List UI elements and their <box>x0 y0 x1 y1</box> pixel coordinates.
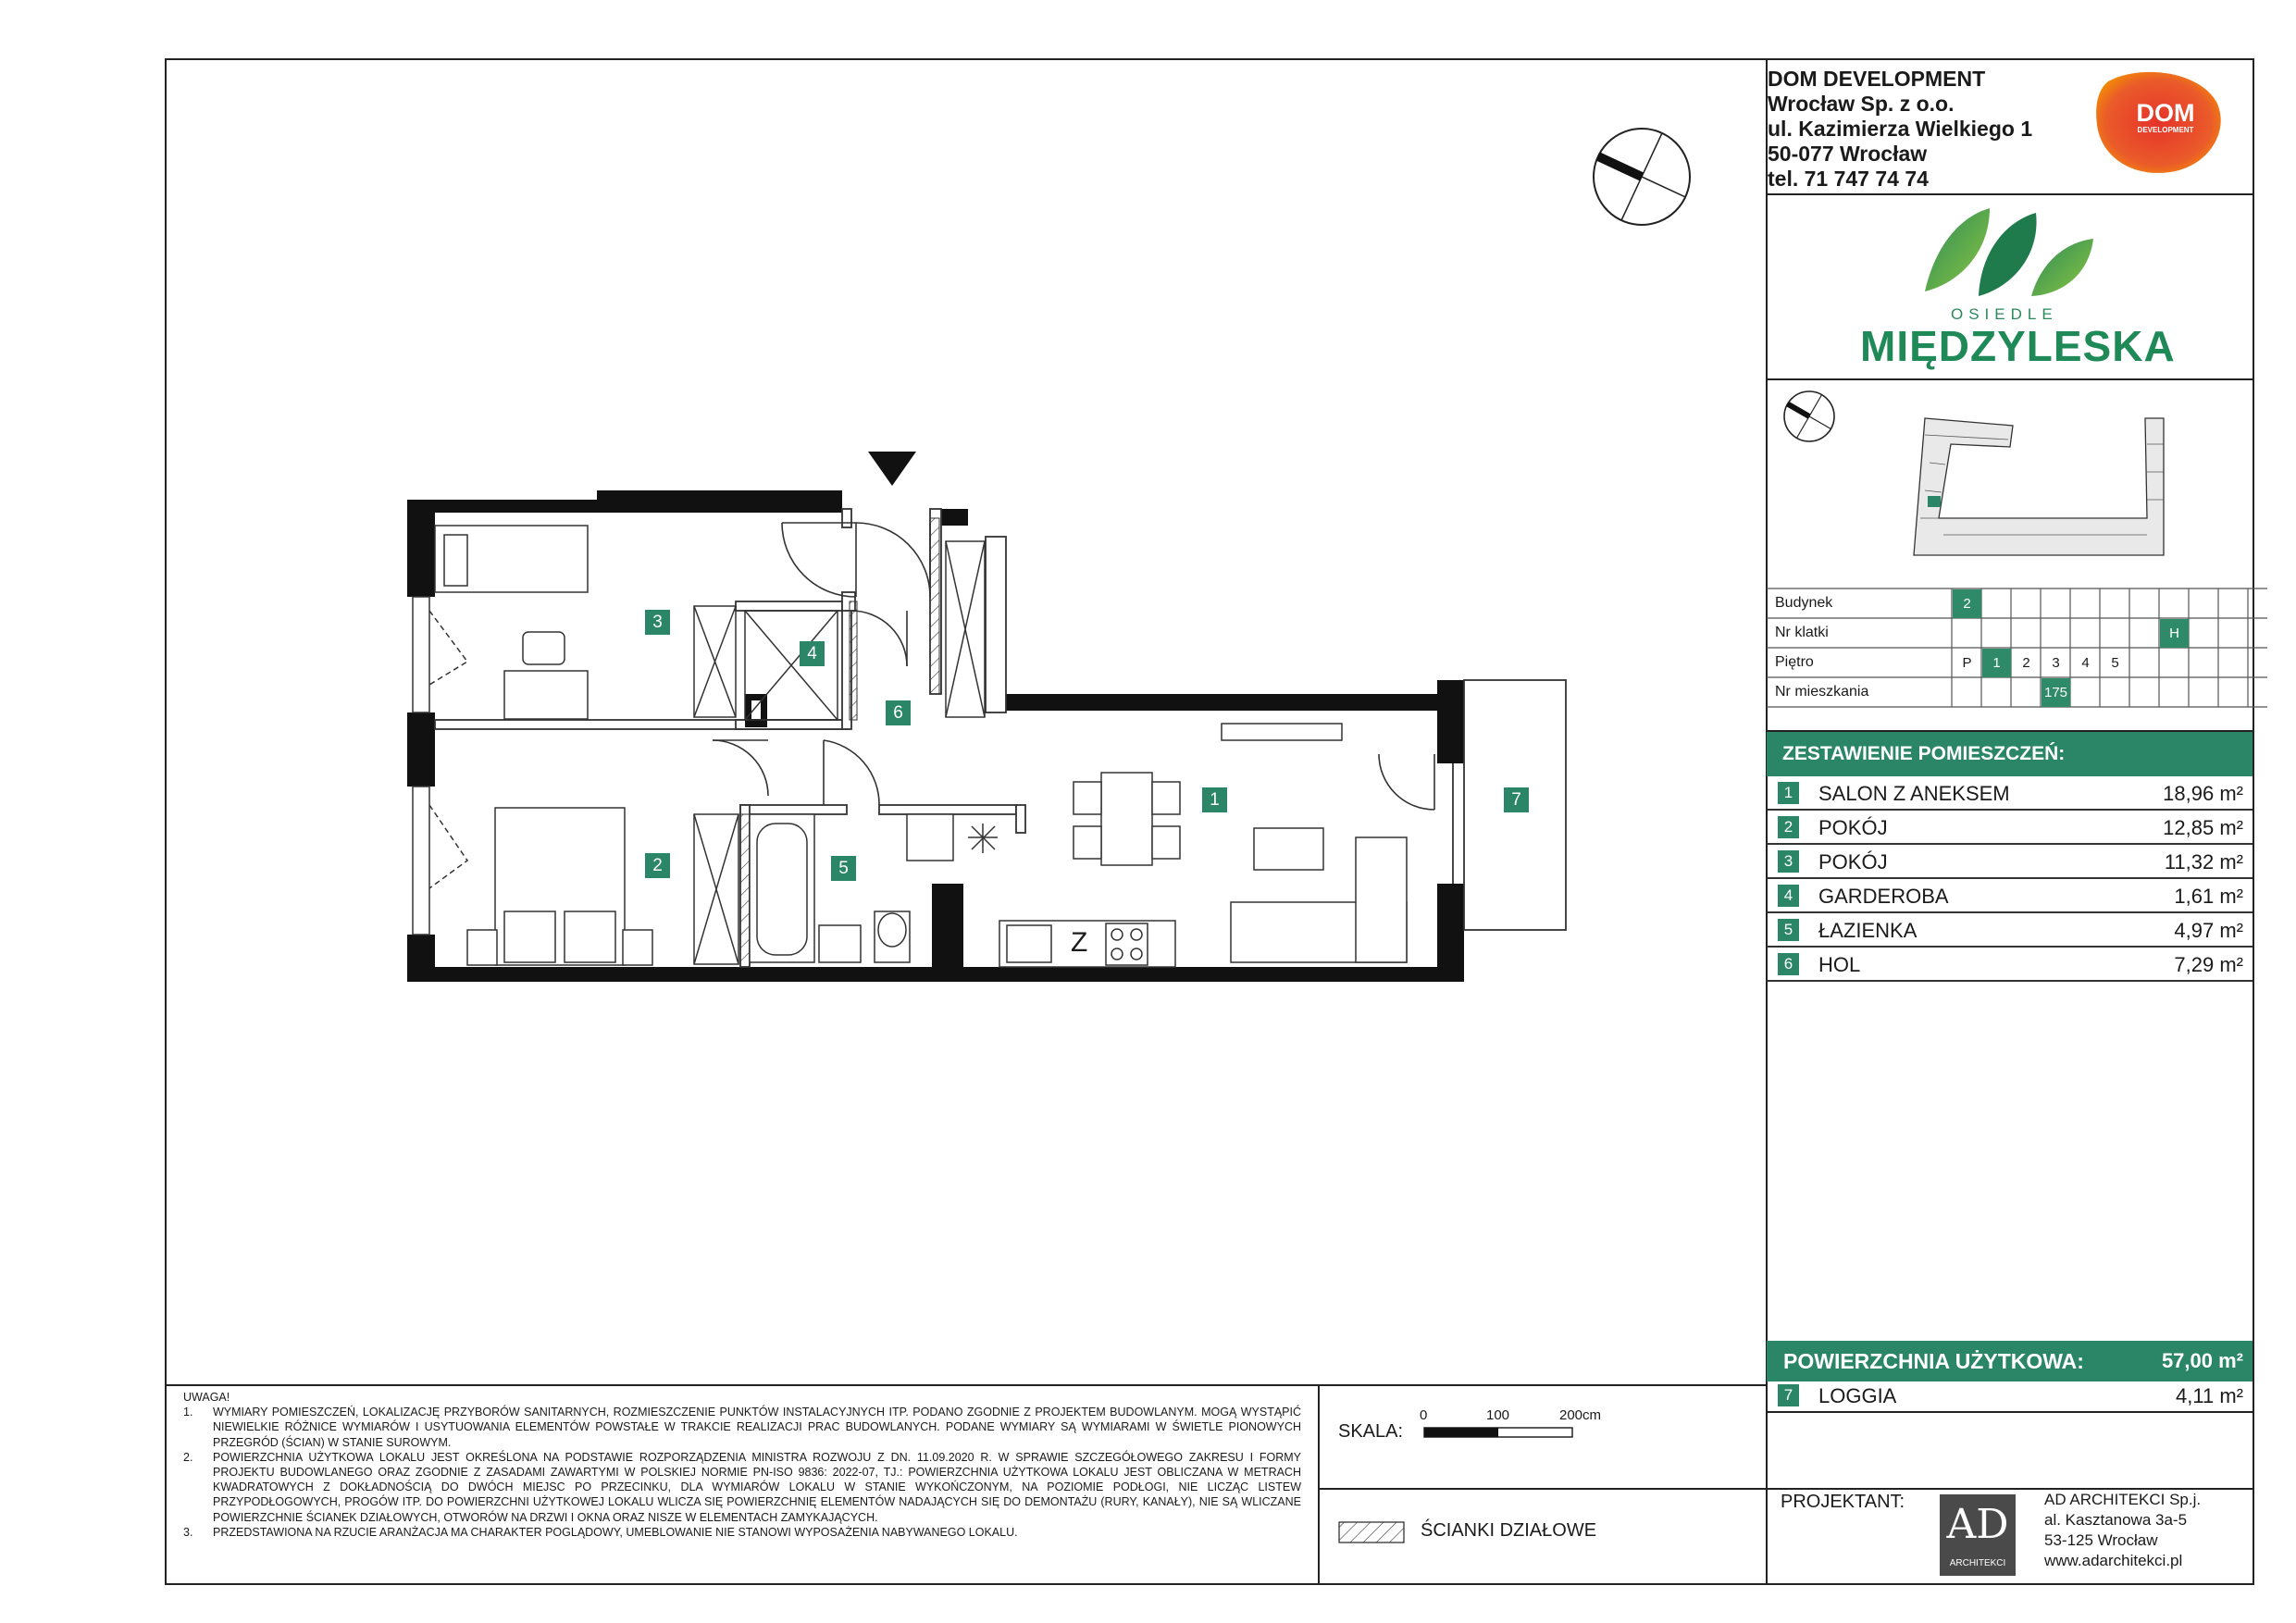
table-cell <box>2190 589 2218 618</box>
table-cell <box>2012 589 2041 618</box>
table-cell <box>2130 678 2159 707</box>
designer-name: AD ARCHITEKCI Sp.j. <box>2044 1491 2202 1508</box>
room-name: POKÓJ <box>1818 816 1888 839</box>
designer-label: PROJEKTANT: <box>1781 1492 1905 1512</box>
room-row <box>1767 879 2253 913</box>
table-cell <box>2130 649 2159 677</box>
note-text: POWIERZCHNIA UŻYTKOWA LOKALU JEST OKREŚLONA NA PODSTAWIE ROZPORZĄDZENIA MINISTRA ROZWOJU Z DN. 11.09.2020 R. W SPRAWIE SZCZEGÓŁOWEGO ZAKRESU I FORMY PROJEKTU BUDOWLANEGO ORAZ ZGODNIE Z ZASADAMI ZAWARTYMI W POLSKIEJ NORMIE PN-ISO 9836: 2022-07, TJ.: POWIERZCHNIA UŻYTKOWA LOKALU JEST OBLICZANA W METRACH KWADRATOWYCH Z DOKŁADNOŚCIĄ DO DWÓCH MIEJSC PO PRZECINKU, DLA WYMIARÓW LOKALU W STANIE WYKOŃCZONYM, NA POZIOMIE PODŁOGI, NIE LICZĄC LISTEW PRZYPODŁOGOWYCH, PROGÓW ITP. DO POWIERZCHNI UŻYTKOWEJ LOKALU WLICZA SIĘ POWIERZCHNIĘ ELEMENTÓW NADAJĄCYCH SIĘ DO DEMONTAŻU (RURY, KANAŁY), NIE SĄ WLICZANE POWIERZCHNIE ŚCIANEK DZIAŁOWYCH, OTWORÓW NA DRZWI I OKNA ORAZ NISZE W ELEMENTACH ZAMYKAJĄCYCH. <box>213 1450 1301 1524</box>
room-name: GARDEROBA <box>1818 885 1949 908</box>
room-area: 11,32 m² <box>2164 850 2243 873</box>
table-cell <box>2101 619 2129 648</box>
note-item <box>183 1525 1301 1540</box>
dom-logo-text <box>2115 100 2216 134</box>
plan-label-4: 4 <box>800 641 825 666</box>
scale-tick-0: 0 <box>1420 1407 1428 1423</box>
table-cell <box>2219 589 2248 618</box>
room-row <box>1767 948 2253 982</box>
table-cell <box>2160 678 2189 707</box>
table-cell: 1 <box>1982 649 2011 677</box>
table-cell <box>2130 589 2159 618</box>
table-cell <box>1982 619 2011 648</box>
kitchen-mark: Z <box>1071 927 1088 958</box>
note-number: 3. <box>183 1525 193 1539</box>
room-name: POKÓJ <box>1818 850 1888 873</box>
dom-logo-sub: DEVELOPMENT <box>2137 126 2194 134</box>
project-logo-graphic <box>1925 208 2093 296</box>
table-cell: P <box>1962 655 1972 671</box>
note-number: 2. <box>183 1450 193 1464</box>
note-text: WYMIARY POMIESZCZEŃ, LOKALIZACJĘ PRZYBORÓW SANITARNYCH, ROZMIESZCZENIE PUNKTÓW INSTALACYJNYCH ITP. PODANO ZGODNIE Z PROJEKTEM BUDOWLANYM. MOGĄ WYSTĄPIĆ NIEWIELKIE RÓŻNICE WYMIARÓW I USYTUOWANIA ELEMENTÓW POWSTAŁE W TRAKCIE REALIZACJI PRAC BUDOWLANYCH. PODANE WYMIARY SĄ WYMIARAMI W ŚWIETLE PIONOWYCH PRZEGRÓD (ŚCIAN) W STANIE SUROWYM. <box>213 1406 1301 1449</box>
table-cell <box>2012 678 2041 707</box>
table-cell <box>2160 649 2189 677</box>
room-num: 1 <box>1778 782 1799 804</box>
table-row-label: Piętro <box>1775 654 1814 670</box>
table-cell <box>1953 619 1981 648</box>
table-cell <box>2101 589 2129 618</box>
table-cell <box>2160 589 2189 618</box>
loggia-area: 4,11 m² <box>2176 1384 2243 1407</box>
developer-name: DOM DEVELOPMENT <box>1768 67 1986 91</box>
room-area: 18,96 m² <box>2163 782 2243 805</box>
table-cell: 4 <box>2081 655 2090 671</box>
apartment-plan <box>407 452 1566 982</box>
table-cell <box>2130 619 2159 648</box>
compass-main <box>1594 129 1690 225</box>
developer-street: ul. Kazimierza Wielkiego 1 <box>1768 117 2033 141</box>
table-cell <box>2012 619 2041 648</box>
table-cell <box>2071 619 2100 648</box>
scale-bar <box>1424 1428 1572 1437</box>
plan-label-5: 5 <box>831 856 856 881</box>
table-cell <box>2042 589 2070 618</box>
room-area: 1,61 m² <box>2174 885 2243 908</box>
designer-street: al. Kasztanowa 3a-5 <box>2044 1511 2188 1529</box>
room-row <box>1767 776 2253 811</box>
table-cell: 2 <box>2022 655 2030 671</box>
table-cell: 3 <box>2052 655 2060 671</box>
table-cell <box>2219 649 2248 677</box>
scale-tick-200: 200cm <box>1559 1407 1602 1423</box>
table-cell <box>1982 678 2011 707</box>
note-text: PRZEDSTAWIONA NA RZUCIE ARANŻACJA MA CHARAKTER POGLĄDOWY, UMEBLOWANIE NIE STANOWI WYPOSAŻENIA NABYWANEGO LOKALU. <box>213 1525 1018 1539</box>
room-row <box>1767 913 2253 948</box>
dom-logo-word: DOM <box>2136 99 2195 127</box>
room-num: 3 <box>1778 850 1799 873</box>
legend-hatch-swatch <box>1339 1522 1404 1542</box>
plan-label-1: 1 <box>1202 787 1227 812</box>
rooms-header: ZESTAWIENIE POMIESZCZEŃ: <box>1767 732 2253 776</box>
table-row-label: Nr klatki <box>1775 625 1829 640</box>
room-name: HOL <box>1818 953 1861 976</box>
compass-small <box>1784 391 1834 441</box>
developer-info <box>1768 67 2032 192</box>
designer-city: 53-125 Wrocław <box>2044 1531 2158 1549</box>
table-cell <box>2042 619 2070 648</box>
notes-title: UWAGA! <box>183 1391 230 1404</box>
room-area: 12,85 m² <box>2163 816 2243 839</box>
plan-label-3: 3 <box>645 610 670 635</box>
note-item <box>183 1450 1301 1525</box>
room-num: 6 <box>1778 953 1799 975</box>
room-name: ŁAZIENKA <box>1818 919 1917 942</box>
room-row <box>1767 811 2253 845</box>
plan-label-2: 2 <box>645 853 670 878</box>
table-cell: 175 <box>2042 678 2070 707</box>
developer-city: 50-077 Wrocław <box>1768 142 1928 166</box>
table-cell: 5 <box>2111 655 2119 671</box>
designer-info <box>2044 1490 2201 1571</box>
table-row-label: Nr mieszkania <box>1775 684 1869 700</box>
loggia-num: 7 <box>1778 1384 1799 1406</box>
scale-tick-100: 100 <box>1486 1407 1510 1423</box>
total-area-value: 57,00 m² <box>2161 1349 2243 1372</box>
table-cell: 2 <box>1953 589 1981 618</box>
ad-logo-sub: ARCHITEKCI <box>1949 1558 2006 1568</box>
room-num: 4 <box>1778 885 1799 907</box>
table-cell <box>2190 649 2218 677</box>
total-area-label: POWIERZCHNIA UŻYTKOWA: <box>1783 1349 2084 1373</box>
table-cell <box>2219 619 2248 648</box>
project-logo-name: MIĘDZYLESKA <box>1860 322 2176 370</box>
note-item <box>183 1405 1301 1450</box>
loggia-row <box>1767 1379 2253 1413</box>
ad-logo-letters: AD <box>1946 1501 2009 1548</box>
room-row <box>1767 845 2253 879</box>
loggia-name: LOGGIA <box>1818 1384 1897 1407</box>
room-area: 4,97 m² <box>2174 919 2243 942</box>
note-number: 1. <box>183 1406 193 1419</box>
room-num: 5 <box>1778 919 1799 941</box>
room-name: SALON Z ANEKSEM <box>1818 782 2010 805</box>
table-cell <box>1953 678 1981 707</box>
table-cell <box>2071 678 2100 707</box>
table-cell: H <box>2160 619 2189 648</box>
notes <box>183 1390 1301 1540</box>
plan-label-6: 6 <box>886 700 911 725</box>
developer-company: Wrocław Sp. z o.o. <box>1768 92 1955 116</box>
legend-partition-label: ŚCIANKI DZIAŁOWE <box>1421 1520 1597 1541</box>
table-cell <box>2190 619 2218 648</box>
key-plan <box>1914 418 2164 555</box>
table-cell <box>2101 678 2129 707</box>
table-row-label: Budynek <box>1775 595 1833 611</box>
table-cell <box>1982 589 2011 618</box>
room-area: 7,29 m² <box>2174 953 2243 976</box>
designer-web: www.adarchitekci.pl <box>2044 1552 2183 1569</box>
room-num: 2 <box>1778 816 1799 838</box>
total-area-bar <box>1767 1341 2253 1381</box>
developer-phone: tel. 71 747 74 74 <box>1768 167 1929 191</box>
project-logo-top: OSIEDLE <box>1951 305 2058 323</box>
table-cell <box>2219 678 2248 707</box>
plan-label-7: 7 <box>1504 787 1529 812</box>
table-cell <box>2190 678 2218 707</box>
table-cell <box>2071 589 2100 618</box>
scale-label: SKALA: <box>1338 1421 1404 1442</box>
